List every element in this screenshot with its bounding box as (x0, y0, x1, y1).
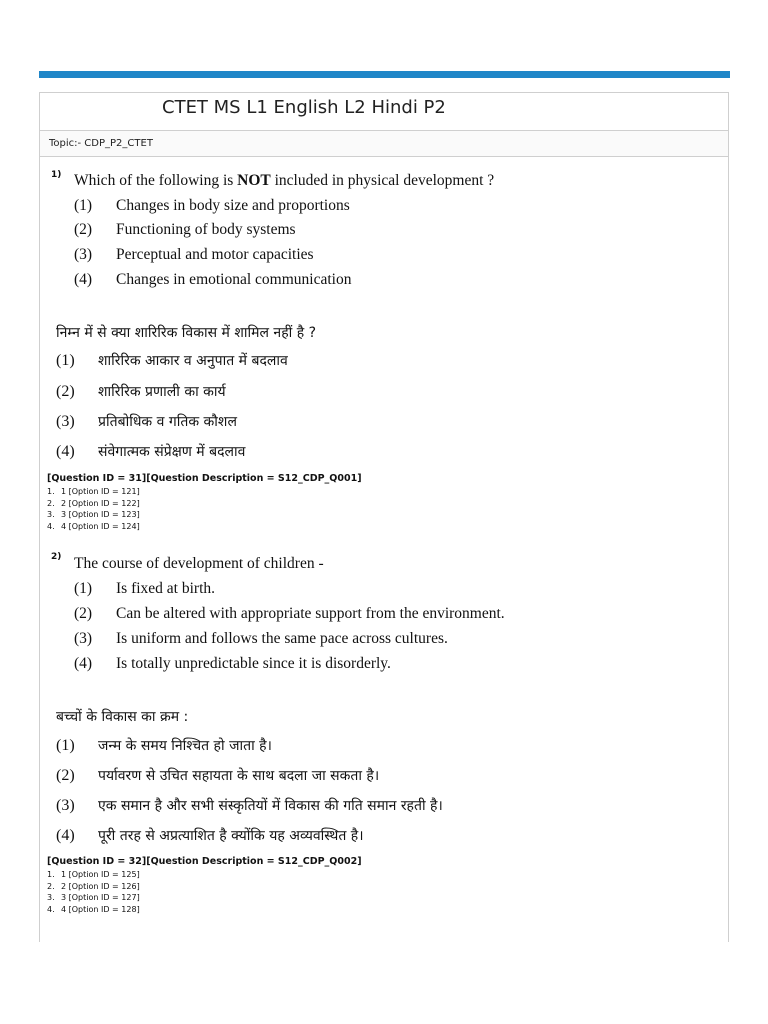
option-number: (4) (56, 827, 75, 844)
hindi-option (56, 766, 379, 785)
option-id-row (47, 881, 140, 893)
question-number: 2) (51, 552, 62, 562)
option-number: (4) (74, 271, 93, 288)
option-text: Functioning of body systems (116, 221, 296, 238)
option-number: (3) (56, 413, 75, 430)
option-text: जन्म के समय निश्चित हो जाता है। (98, 738, 272, 754)
question-number: 1) (51, 170, 62, 180)
option-id-index: 1. (47, 487, 55, 496)
english-option (74, 221, 296, 239)
option-text: Changes in emotional communication (116, 271, 352, 288)
option-number: (2) (74, 605, 93, 622)
option-id-index: 2. (47, 498, 55, 508)
option-id-row (47, 498, 140, 510)
question-text-hindi: निम्न में से क्या शारिरिक विकास में शामिल नहीं है ? (56, 325, 317, 341)
option-number: (3) (74, 630, 93, 647)
top-accent-bar (39, 71, 730, 78)
option-id-row (47, 869, 140, 881)
paper-title: CTET MS L1 English L2 Hindi P2 (162, 97, 446, 118)
option-id-text: 2 [Option ID = 122] (61, 498, 140, 508)
option-id-row (47, 521, 140, 533)
english-option (74, 605, 505, 623)
option-number: (3) (74, 246, 93, 263)
hindi-option (56, 442, 245, 461)
english-option (74, 655, 391, 673)
option-id-index: 4. (47, 904, 55, 914)
option-id-text: 1 [Option ID = 125] (61, 870, 140, 879)
question-text-part: Which of the following is (74, 172, 238, 189)
topic-row (40, 131, 728, 157)
option-id-row (47, 904, 140, 916)
question-text-english: The course of development of children - (74, 555, 324, 572)
english-option (74, 271, 351, 289)
question-text-emphasis: NOT (237, 172, 271, 189)
hindi-option (56, 351, 288, 370)
option-id-text: 3 [Option ID = 127] (61, 893, 140, 903)
option-number: (1) (74, 197, 93, 214)
option-number: (2) (56, 767, 75, 784)
question-text-hindi: बच्चों के विकास का क्रम : (56, 709, 189, 725)
option-id-text: 4 [Option ID = 124] (61, 521, 140, 531)
option-id-index: 3. (47, 893, 55, 903)
option-id-index: 4. (47, 521, 55, 531)
option-text: Is uniform and follows the same pace across cultures. (116, 630, 448, 647)
option-text: संवेगात्मक संप्रेक्षण में बदलाव (98, 444, 246, 460)
hindi-option (56, 412, 237, 431)
option-number: (4) (56, 443, 75, 460)
option-text: Is fixed at birth. (116, 580, 216, 597)
option-id-text: 2 [Option ID = 126] (61, 881, 140, 891)
option-id-text: 4 [Option ID = 128] (61, 904, 140, 914)
hindi-option (56, 382, 226, 401)
option-number: (1) (74, 580, 93, 597)
option-id-index: 2. (47, 881, 55, 891)
option-id-text: 3 [Option ID = 123] (61, 510, 140, 520)
option-id-index: 3. (47, 510, 55, 520)
option-text: पर्यावरण से उचित सहायता के साथ बदला जा सकता है। (98, 768, 380, 784)
question-text-part: included in physical development ? (270, 172, 495, 189)
english-option (74, 580, 215, 598)
question-meta: [Question ID = 31][Question Description = S12_CDP_Q001] (47, 473, 362, 484)
option-text: प्रतिबोधिक व गतिक कौशल (98, 414, 237, 430)
english-option (74, 246, 314, 264)
option-text: Is totally unpredictable since it is disorderly. (116, 655, 391, 672)
english-option (74, 630, 448, 648)
english-option (74, 197, 350, 215)
topic-label: Topic:- CDP_P2_CTET (49, 138, 153, 149)
option-number: (1) (56, 737, 75, 754)
option-id-text: 1 [Option ID = 121] (61, 487, 140, 496)
option-number: (3) (56, 797, 75, 814)
option-text: Can be altered with appropriate support from the environment. (116, 605, 505, 622)
option-text: एक समान है और सभी संस्कृतियों में विकास की गति समान रहती है। (98, 798, 443, 814)
hindi-option (56, 826, 364, 845)
option-id-index: 1. (47, 870, 55, 879)
option-text: शारिरिक आकार व अनुपात में बदलाव (98, 353, 288, 369)
option-text: Changes in body size and proportions (116, 197, 350, 214)
option-id-row (47, 892, 140, 904)
question-text-english (74, 172, 494, 190)
option-id-row (47, 509, 140, 521)
title-box (40, 93, 728, 131)
option-id-row (47, 486, 140, 498)
hindi-option (56, 796, 443, 815)
option-number: (2) (56, 383, 75, 400)
option-text: Perceptual and motor capacities (116, 246, 314, 263)
option-id-list (47, 869, 140, 915)
option-number: (1) (56, 352, 75, 369)
question-meta: [Question ID = 32][Question Description = S12_CDP_Q002] (47, 856, 362, 867)
option-text: शारिरिक प्रणाली का कार्य (98, 384, 226, 400)
option-number: (4) (74, 655, 93, 672)
hindi-option (56, 736, 272, 755)
option-text: पूरी तरह से अप्रत्याशित है क्योंकि यह अव्यवस्थित है। (98, 828, 364, 844)
option-number: (2) (74, 221, 93, 238)
option-id-list (47, 486, 140, 532)
